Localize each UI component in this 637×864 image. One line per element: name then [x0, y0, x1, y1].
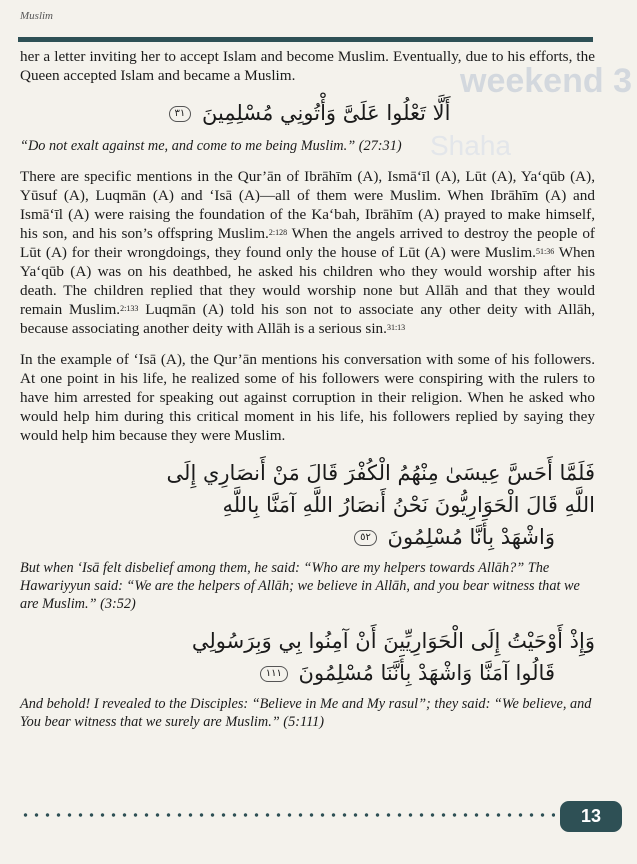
- arabic-verse-3: [20, 625, 595, 689]
- bleed-word-2: Shaha: [430, 130, 511, 161]
- ref-2-128: 2:128: [268, 228, 288, 237]
- ayah-marker-1: ٣١: [169, 106, 192, 122]
- ayah-marker-2: ٥٢: [354, 530, 377, 546]
- running-header: Muslim: [20, 10, 53, 22]
- header-rule: [18, 37, 593, 42]
- translation-1: “Do not exalt against me, and come to me being Muslim.” (27:31): [20, 138, 402, 154]
- translation-2: But when ‘Isā felt disbelief among them, he said: “Who are my helpers towards Allāh?” The Hawariyyun said: “We are the helpers of Allāh; we believe in Allāh, and you bear witness that we are Muslim.” (3:52): [20, 560, 580, 612]
- arabic-verse-2-line-1: فَلَمَّا أَحَسَّ عِيسَىٰ مِنْهُمُ الْكُفْرَ قَالَ مَنْ أَنصَارِي إِلَى: [166, 461, 595, 485]
- p2-text-4: Luqmān (A) told his son not to associate any other deity with Allāh, because associating another deity with Allāh is a serious sin.: [20, 301, 595, 337]
- arabic-verse-1: [20, 97, 595, 129]
- arabic-verse-3-line-2: [20, 657, 595, 689]
- p2-text-1: There are specific mentions in the Qur’ān of Ibrāhīm (A), Ismā‘īl (A), Lūt (A), Ya‘qūb (A), Yūsuf (A), Luqmān (A) and ‘Isā (A)—all of them were Muslim. When Ibrāhīm (A) and Ismā‘īl (A) were raising the foundation of the Ka‘bah, Ibrāhīm (A) prayed to make himself, his son, and his son’s offspring Muslim.: [20, 168, 595, 242]
- ref-51-36: 51:36: [535, 247, 555, 256]
- p2-text-3: When Ya‘qūb (A) was on his deathbed, he asked his children who they would worship after his death. The children replied that they would worship none but Allāh and that they would remain Muslim.: [20, 244, 595, 318]
- arabic-verse-2-line-3: [20, 521, 595, 553]
- footer-dotted-rule: [20, 812, 555, 818]
- ayah-marker-3: ١١١: [260, 666, 288, 682]
- arabic-verse-1-text: أَلَّا تَعْلُوا عَلَىَّ وَأْتُونِي مُسْلِمِينَ: [201, 101, 451, 125]
- arabic-verse-2-line-3-text: وَاشْهَدْ بِأَنَّا مُسْلِمُونَ: [387, 525, 555, 549]
- ref-2-133: 2:133: [120, 304, 139, 313]
- arabic-verse-3-line-2-text: قَالُوا آمَنَّا وَاشْهَدْ بِأَنَّنَا مُسْلِمُونَ: [298, 661, 555, 685]
- paragraph-3: In the example of ‘Isā (A), the Qur’ān mentions his conversation with some of his followers. At one point in his life, he realized some of his followers were conspiring with the rulers to have him arrested for speaking out against corruption in their religion. When he asked who would help him during this critical moment in his life, his followers replied by saying they would help him because they were Muslim.: [20, 351, 595, 444]
- paragraph-1: her a letter inviting her to accept Islam and become Muslim. Eventually, due to his efforts, the Queen accepted Islam and became a Muslim.: [20, 48, 595, 84]
- ref-31-13: 31:13: [386, 323, 406, 332]
- arabic-verse-2: [20, 457, 595, 553]
- page-number-badge: 13: [560, 801, 622, 832]
- p2-text-2: When the angels arrived to destroy the people of Lūt (A) for their wrongdoings, they found only the house of Lūt (A) were Muslim.: [20, 225, 595, 261]
- translation-3: And behold! I revealed to the Disciples: “Believe in Me and My rasul”; they said: “We believe, and You bear witness that we surely are Muslim.” (5:111): [20, 696, 592, 730]
- arabic-verse-2-line-2: اللَّهِ قَالَ الْحَوَارِيُّونَ نَحْنُ أَنصَارُ اللَّهِ آمَنَّا بِاللَّهِ: [222, 493, 595, 517]
- page-content: [20, 47, 595, 743]
- paragraph-2: [20, 167, 595, 338]
- arabic-verse-3-line-1: وَإِذْ أَوْحَيْتُ إِلَى الْحَوَارِيِّينَ أَنْ آمِنُوا بِي وَبِرَسُولِي: [191, 629, 595, 653]
- bleed-word-1: weekend 3: [460, 62, 632, 100]
